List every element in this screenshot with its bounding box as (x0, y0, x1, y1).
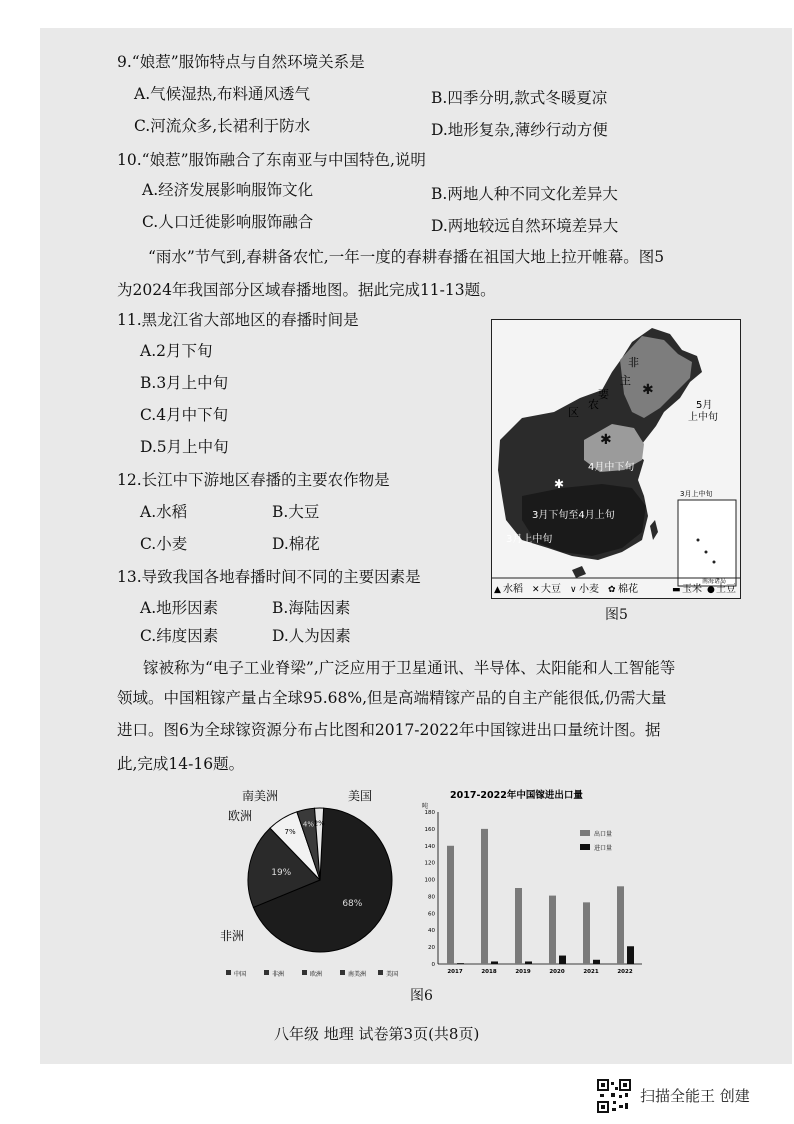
q9-option-d: D.地形复杂,薄纱行动方便 (431, 121, 608, 139)
map-label: 非 (628, 356, 639, 369)
bar-y-tick: 180 (424, 810, 435, 816)
bar-y-tick: 40 (428, 928, 435, 935)
q12-option-d: D.棉花 (272, 535, 320, 553)
cotton-icon: ✿ (608, 585, 616, 595)
pie-legend-label: 非洲 (272, 971, 285, 978)
q10-option-b: B.两地人种不同文化差异大 (431, 185, 618, 203)
figure6-caption: 图6 (410, 988, 433, 1004)
pie-label-africa: 非洲 (220, 929, 245, 943)
pie-legend-label: 中国 (234, 971, 247, 978)
bar-x-tick: 2019 (515, 969, 531, 975)
q12-option-a: A.水稻 (140, 503, 188, 521)
bar-export (583, 902, 590, 964)
pie-legend-swatch (340, 970, 345, 975)
pie-label-south-america: 南美洲 (242, 789, 279, 803)
figure5-caption: 图5 (605, 607, 628, 623)
wheat-icon: ∨ (570, 585, 577, 595)
bar-y-tick: 20 (428, 945, 435, 952)
bar-export (481, 829, 488, 964)
pie-slice-label: 7% (284, 827, 296, 836)
inset-title: 3月上中旬 (680, 490, 713, 498)
q13-option-c: C.纬度因素 (140, 627, 219, 645)
q13-option-d: D.人为因素 (272, 627, 351, 645)
map-label-may: 5月 (696, 400, 713, 411)
soybean-icon: ✕ (532, 585, 540, 595)
q12-option-c: C.小麦 (140, 535, 188, 553)
map-label-early-march: 3月上中旬 (506, 534, 553, 545)
bar-chart-title: 2017-2022年中国镓进出口量 (450, 790, 583, 801)
intro2-line2: 领域。中国粗镓产量占全球95.68%,但是高端精镓产品的自主产能很低,仍需大量 (117, 689, 667, 707)
inset-box (678, 500, 736, 586)
pie-legend-swatch (378, 970, 383, 975)
q10-stem: 10.“娘惹”服饰融合了东南亚与中国特色,说明 (117, 151, 426, 169)
pie-slice-label: 19% (271, 867, 292, 878)
bar-import (525, 961, 532, 964)
bar-y-tick: 160 (424, 826, 435, 833)
bar-legend-swatch (580, 830, 590, 836)
spring-sowing-map (491, 319, 741, 599)
q9-stem: 9.“娘惹”服饰特点与自然环境关系是 (117, 53, 365, 71)
intro1-line2: 为2024年我国部分区域春播地图。据此完成11-13题。 (117, 281, 496, 299)
potato-icon: ● (707, 585, 715, 595)
qr-code-icon (597, 1079, 631, 1113)
pie-label-europe: 欧洲 (228, 809, 253, 823)
bar-import (559, 956, 566, 964)
bar-y-tick: 120 (424, 860, 435, 867)
pie-slice-label: 2% (313, 819, 325, 828)
rice-icon: ▲ (494, 585, 501, 595)
q13-option-a: A.地形因素 (140, 599, 219, 617)
bar-x-tick: 2020 (549, 969, 565, 975)
taiwan-island (650, 520, 658, 540)
bar-x-tick: 2018 (481, 969, 497, 975)
q9-option-c: C.河流众多,长裙利于防水 (134, 117, 311, 135)
bar-legend-label: 进口量 (594, 845, 613, 852)
legend-wheat: 小麦 (579, 584, 599, 595)
pie-slice-label: 68% (342, 898, 363, 909)
pie-legend-label: 欧洲 (310, 971, 323, 978)
inset-island (713, 561, 716, 564)
bar-export (515, 888, 522, 964)
q10-option-d: D.两地较远自然环境差异大 (431, 217, 619, 235)
bar-chart-ylabel: 吨 (422, 803, 429, 810)
pie-legend-swatch (264, 970, 269, 975)
intro1-line1: “雨水”节气到,春耕备农忙,一年一度的春耕春播在祖国大地上拉开帷幕。图5 (148, 248, 665, 266)
intro2-line3: 进口。图6为全球镓资源分布占比图和2017-2022年中国镓进出口量统计图。据 (117, 721, 661, 739)
gallium-pie-chart (220, 780, 410, 980)
map-label: 区 (568, 406, 579, 419)
map-label-late-march: 3月下旬至4月上旬 (532, 510, 615, 521)
map-label: 农 (588, 398, 599, 411)
bar-import (627, 946, 634, 964)
map-graphic (492, 320, 740, 598)
inset-island (697, 539, 700, 542)
crop-symbol-icon: ✱ (600, 432, 612, 448)
crop-symbol-icon: ✱ (554, 477, 565, 491)
q13-option-b: B.海陆因素 (272, 599, 351, 617)
legend-soybean: 大豆 (541, 584, 561, 595)
q11-option-d: D.5月上中旬 (140, 438, 229, 456)
q11-option-a: A.2月下旬 (140, 342, 213, 360)
legend-corn: 玉米 (682, 584, 702, 595)
q13-stem: 13.导致我国各地春播时间不同的主要因素是 (117, 568, 421, 586)
bar-y-tick: 60 (428, 911, 435, 918)
map-label-may: 上中旬 (688, 412, 718, 423)
map-label-april: 4月中下旬 (588, 462, 635, 473)
scanner-watermark: 扫描全能王 创建 (640, 1087, 750, 1105)
hainan-island (572, 566, 586, 578)
intro2-line1: 镓被称为“电子工业脊梁”,广泛应用于卫星通讯、半导体、太阳能和人工智能等 (143, 659, 676, 677)
gallium-trade-bar-chart (420, 784, 650, 984)
bar-x-tick: 2021 (583, 969, 599, 975)
legend-soil: 土豆 (716, 584, 736, 595)
legend-rice: 水稻 (503, 584, 523, 595)
q11-option-b: B.3月上中旬 (140, 374, 229, 392)
bar-y-tick: 140 (424, 843, 435, 850)
pie-slice-label: 4% (302, 820, 315, 829)
pie-legend-swatch (302, 970, 307, 975)
q9-option-b: B.四季分明,款式冬暖夏凉 (431, 89, 608, 107)
map-label: 主 (620, 374, 631, 387)
crop-symbol-icon: ✱ (642, 382, 654, 398)
q9-option-a: A.气候湿热,布料通风透气 (134, 85, 311, 103)
corn-icon: ▬ (672, 585, 681, 595)
pie-label-usa: 美国 (348, 789, 373, 803)
page-footer: 八年级 地理 试卷第3页(共8页) (274, 1025, 480, 1043)
bar-export (549, 896, 556, 964)
q12-option-b: B.大豆 (272, 503, 320, 521)
bar-x-tick: 2017 (447, 969, 463, 975)
bar-y-tick: 0 (431, 962, 435, 968)
pie-legend-label: 南美洲 (348, 971, 367, 978)
q11-stem: 11.黑龙江省大部地区的春播时间是 (117, 311, 359, 329)
q10-option-c: C.人口迁徙影响服饰融合 (142, 213, 314, 231)
bar-y-tick: 100 (424, 877, 435, 884)
map-label: 要 (598, 388, 609, 401)
q10-option-a: A.经济发展影响服饰文化 (142, 181, 314, 199)
bar-export (447, 846, 454, 964)
bar-legend-swatch (580, 844, 590, 850)
bar-import (457, 963, 464, 964)
inset-island (705, 551, 708, 554)
pie-legend-label: 美国 (386, 971, 399, 978)
bar-x-tick: 2022 (617, 969, 633, 975)
q11-option-c: C.4月中下旬 (140, 406, 229, 424)
bar-import (491, 961, 498, 964)
intro2-line4: 此,完成14-16题。 (117, 755, 245, 773)
bar-import (593, 960, 600, 964)
legend-cotton: 棉花 (618, 584, 638, 595)
bar-export (617, 886, 624, 964)
pie-legend-swatch (226, 970, 231, 975)
bar-y-tick: 80 (428, 894, 435, 901)
inset-label: 南海诸岛 (702, 578, 727, 585)
q12-stem: 12.长江中下游地区春播的主要农作物是 (117, 471, 390, 489)
bar-legend-label: 出口量 (594, 831, 613, 838)
